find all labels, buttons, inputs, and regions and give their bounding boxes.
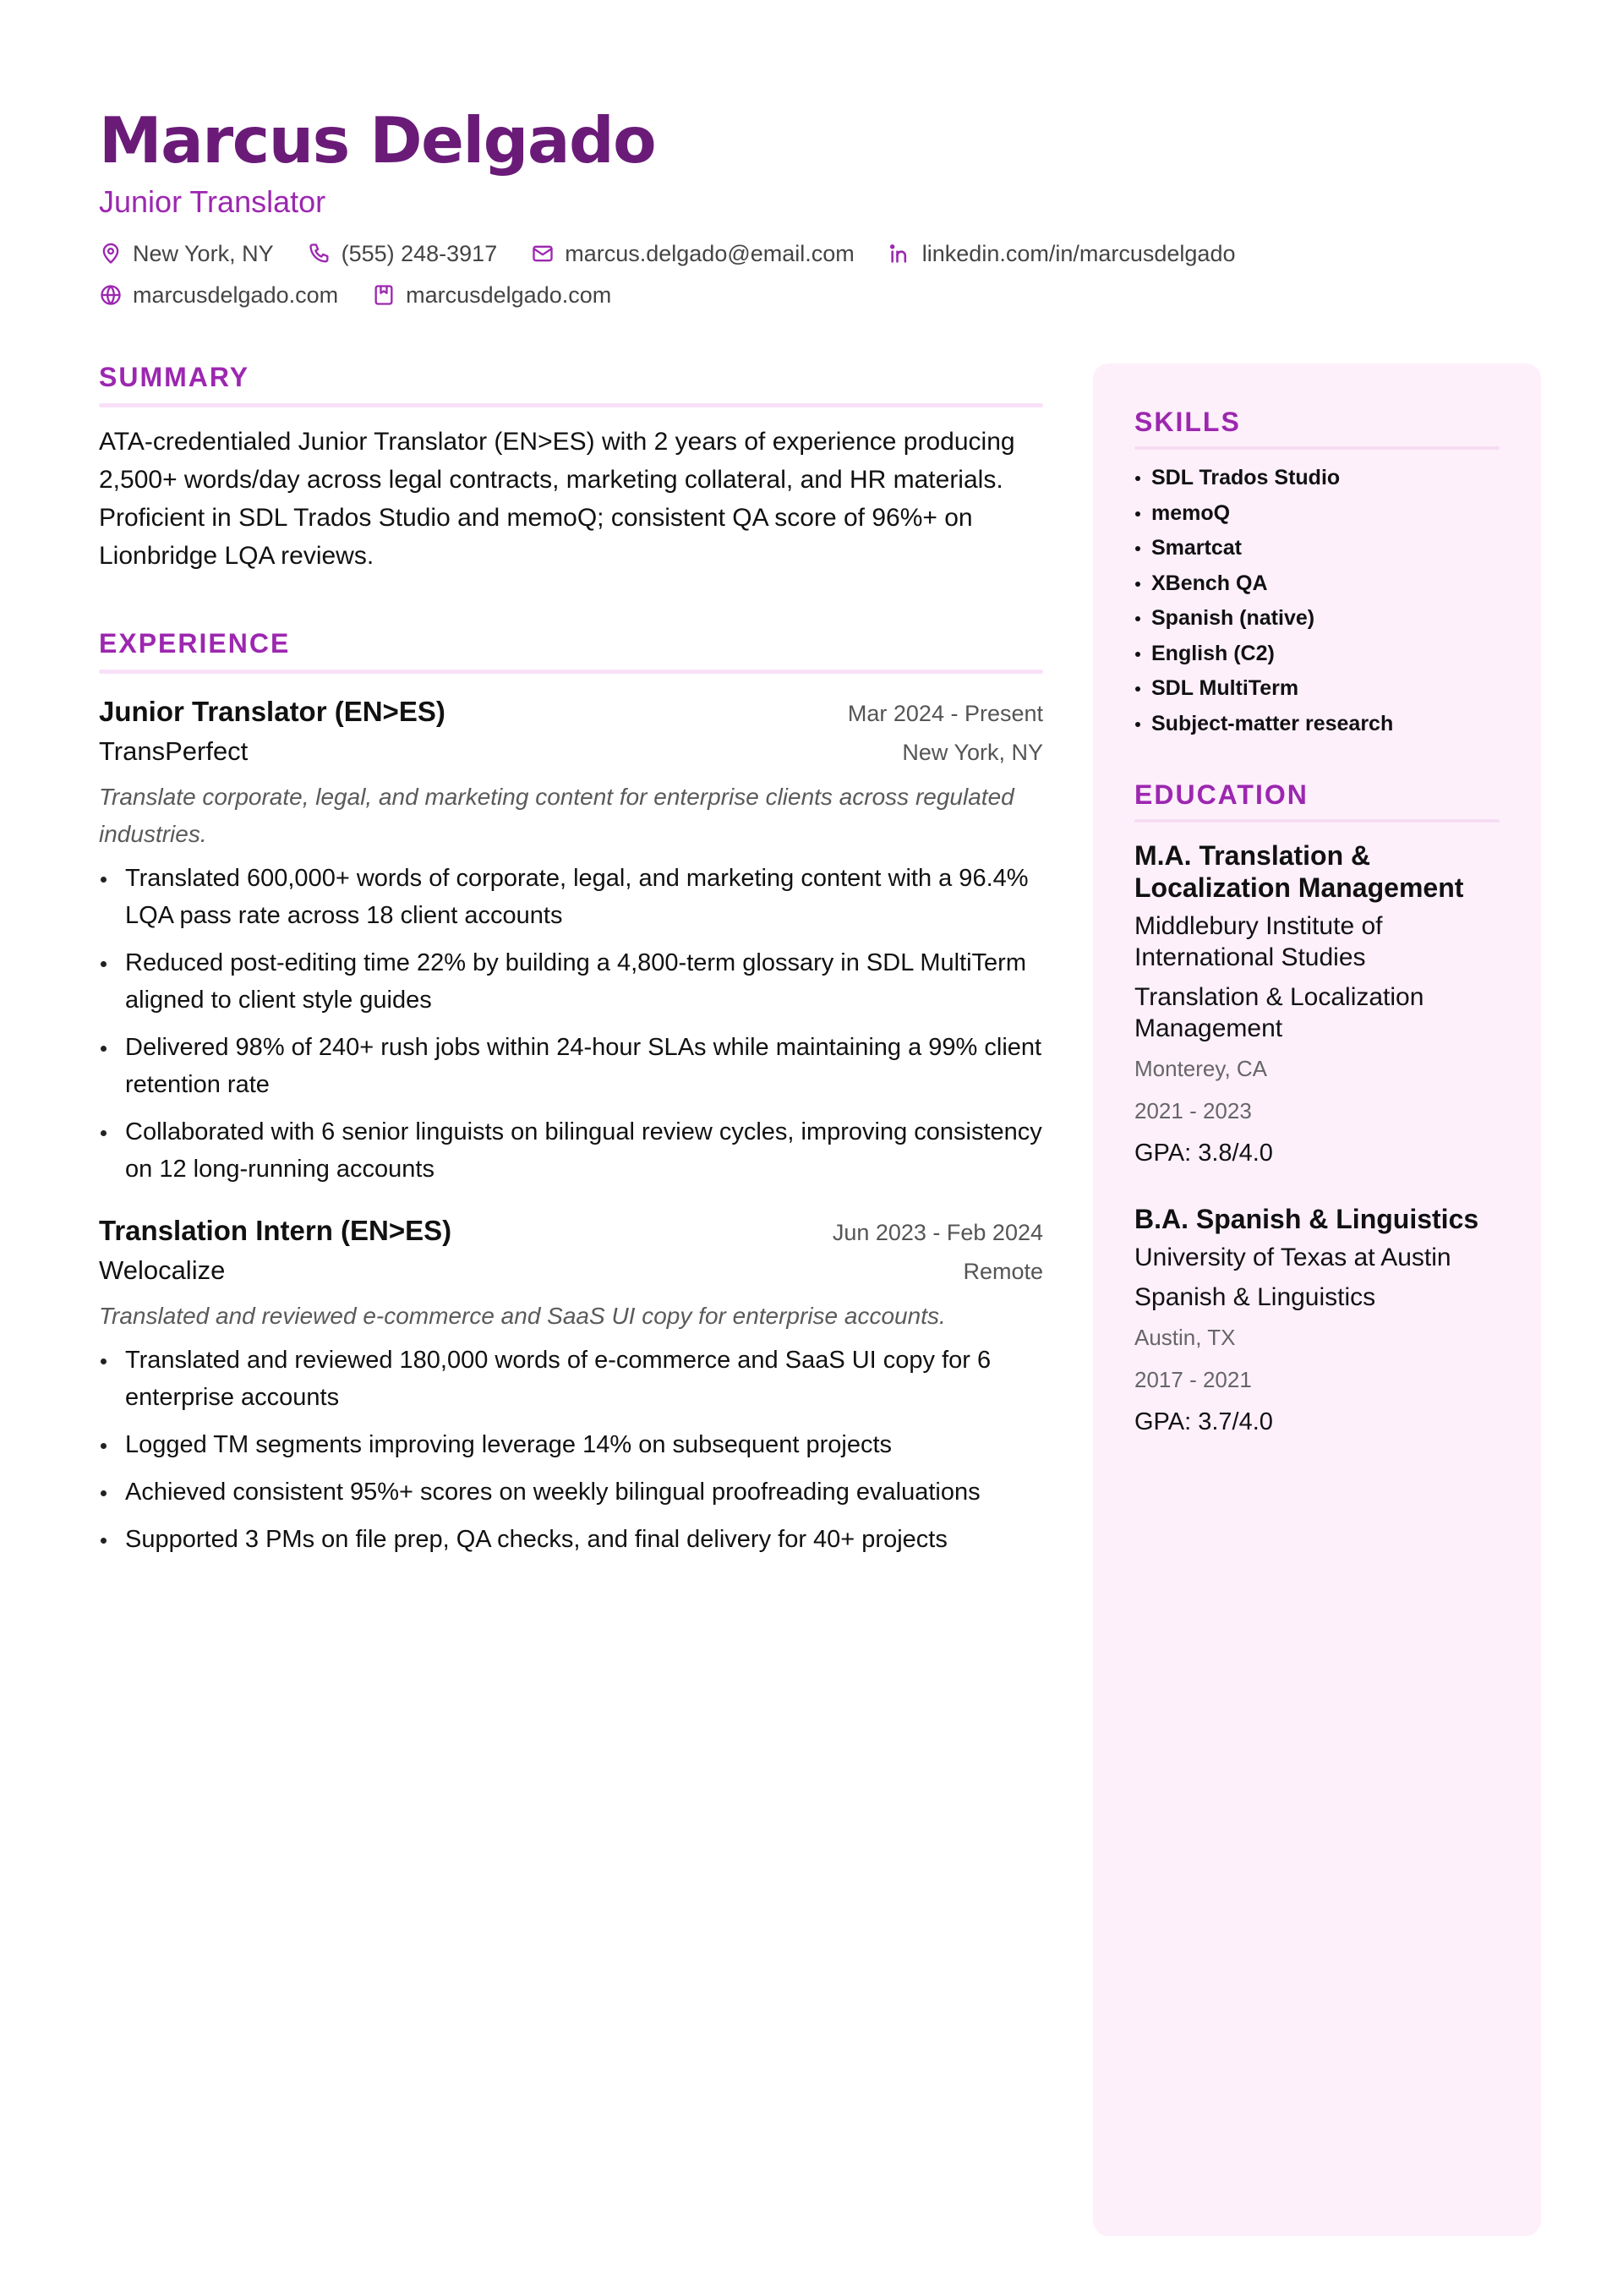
education-heading: EDUCATION bbox=[1134, 779, 1309, 810]
job-entry bbox=[99, 692, 1043, 1188]
job-header bbox=[99, 692, 1043, 731]
skill-item: Subject-matter research bbox=[1134, 711, 1500, 736]
edu-degree: M.A. Translation & Localization Management bbox=[1134, 839, 1464, 903]
linkedin-icon bbox=[888, 242, 912, 265]
job-description: Translated and reviewed e-commerce and SaaS UI copy for enterprise accounts. bbox=[99, 1303, 946, 1329]
job-subheader bbox=[99, 731, 1043, 770]
bullet-item: Delivered 98% of 240+ rush jobs within 24-hour SLAs while maintaining a 99% client retention rate bbox=[99, 1029, 1043, 1103]
education-entry bbox=[1134, 1203, 1500, 1438]
resume-header bbox=[99, 100, 1536, 320]
education-entry bbox=[1134, 839, 1500, 1169]
contact-linkedin[interactable] bbox=[888, 241, 1236, 267]
summary-section bbox=[99, 359, 1043, 575]
location-text: New York, NY bbox=[133, 240, 274, 266]
bullet-item: Translated 600,000+ words of corporate, legal, and marketing content with a 96.4% LQA pass rate across 18 client accounts bbox=[99, 860, 1043, 934]
job-location: Remote bbox=[963, 1259, 1043, 1284]
contact-phone[interactable] bbox=[308, 241, 498, 267]
section-divider bbox=[99, 670, 1043, 674]
bullet-item: Reduced post-editing time 22% by building a 4,800-term glossary in SDL MultiTerm aligned to client style guides bbox=[99, 944, 1043, 1019]
phone-text: (555) 248-3917 bbox=[341, 240, 498, 266]
bullet-item: Translated and reviewed 180,000 words of e-commerce and SaaS UI copy for 6 enterprise accounts bbox=[99, 1342, 1043, 1416]
contact-location bbox=[99, 241, 274, 267]
portfolio-text: marcusdelgado.com bbox=[406, 282, 612, 308]
skill-item: SDL MultiTerm bbox=[1134, 675, 1500, 701]
skill-item: English (C2) bbox=[1134, 641, 1500, 666]
contact-website[interactable] bbox=[99, 282, 338, 309]
main-column bbox=[99, 359, 1043, 1568]
edu-years: 2021 - 2023 bbox=[1134, 1097, 1252, 1123]
phone-icon bbox=[308, 242, 331, 265]
education-section bbox=[1134, 777, 1500, 1438]
email-text: marcus.delgado@email.com bbox=[565, 240, 855, 266]
section-divider bbox=[1134, 446, 1500, 450]
summary-heading: SUMMARY bbox=[99, 362, 250, 392]
edu-gpa: GPA: 3.8/4.0 bbox=[1134, 1139, 1273, 1167]
mail-icon bbox=[531, 242, 555, 265]
linkedin-text: linkedin.com/in/marcusdelgado bbox=[921, 240, 1236, 266]
contact-row bbox=[99, 237, 1536, 271]
skills-list bbox=[1134, 465, 1500, 736]
edu-degree: B.A. Spanish & Linguistics bbox=[1134, 1203, 1479, 1234]
job-bullets bbox=[99, 860, 1043, 1188]
job-location: New York, NY bbox=[902, 740, 1043, 765]
edu-field: Translation & Localization Management bbox=[1134, 982, 1424, 1042]
bullet-item: Collaborated with 6 senior linguists on bilingual review cycles, improving consistency on 12 long-running accounts bbox=[99, 1113, 1043, 1188]
sidebar bbox=[1093, 364, 1541, 2236]
job-company: TransPerfect bbox=[99, 736, 249, 766]
job-description: Translate corporate, legal, and marketing content for enterprise clients across regulated industries. bbox=[99, 784, 1014, 847]
edu-years: 2017 - 2021 bbox=[1134, 1366, 1252, 1392]
sidebar-content bbox=[1134, 404, 1500, 1438]
edu-location: Austin, TX bbox=[1134, 1324, 1236, 1350]
skills-heading: SKILLS bbox=[1134, 407, 1241, 437]
globe-icon bbox=[99, 283, 123, 307]
bullet-item: Supported 3 PMs on file prep, QA checks, and final delivery for 40+ projects bbox=[99, 1521, 1043, 1558]
skill-item: XBench QA bbox=[1134, 571, 1500, 596]
website-text: marcusdelgado.com bbox=[133, 282, 339, 308]
map-pin-icon bbox=[99, 242, 123, 265]
edu-school: University of Texas at Austin bbox=[1134, 1243, 1451, 1271]
candidate-name: Marcus Delgado bbox=[99, 103, 656, 178]
bullet-item: Logged TM segments improving leverage 14% on subsequent projects bbox=[99, 1426, 1043, 1463]
job-header bbox=[99, 1211, 1043, 1250]
edu-gpa: GPA: 3.7/4.0 bbox=[1134, 1408, 1273, 1435]
job-title-headline: Junior Translator bbox=[99, 184, 326, 219]
contact-email[interactable] bbox=[531, 241, 855, 267]
section-divider bbox=[1134, 819, 1500, 823]
bullet-item: Achieved consistent 95%+ scores on weekly bilingual proofreading evaluations bbox=[99, 1473, 1043, 1511]
job-company: Welocalize bbox=[99, 1255, 226, 1285]
contact-portfolio[interactable] bbox=[372, 282, 611, 309]
skill-item: memoQ bbox=[1134, 500, 1500, 526]
contact-row bbox=[99, 278, 1536, 312]
experience-section bbox=[99, 626, 1043, 1558]
edu-field: Spanish & Linguistics bbox=[1134, 1282, 1376, 1311]
contact-info bbox=[99, 237, 1536, 312]
skill-item: Smartcat bbox=[1134, 535, 1500, 560]
job-entry bbox=[99, 1211, 1043, 1558]
experience-heading: EXPERIENCE bbox=[99, 628, 291, 659]
job-bullets bbox=[99, 1342, 1043, 1558]
edu-location: Monterey, CA bbox=[1134, 1055, 1268, 1081]
job-subheader bbox=[99, 1250, 1043, 1289]
job-dates: Mar 2024 - Present bbox=[847, 701, 1043, 726]
summary-text: ATA-credentialed Junior Translator (EN>ES) with 2 years of experience producing 2,500+ words/day across legal contracts, marketing collateral, and HR materials. Proficient in SDL Trados Studio and memoQ; consistent QA score of 96%+ on Lionbridge LQA reviews. bbox=[99, 428, 1015, 570]
job-title: Junior Translator (EN>ES) bbox=[99, 696, 445, 727]
job-dates: Jun 2023 - Feb 2024 bbox=[832, 1220, 1043, 1245]
job-title: Translation Intern (EN>ES) bbox=[99, 1215, 452, 1246]
edu-school: Middlebury Institute of International Studies bbox=[1134, 911, 1383, 971]
skill-item: SDL Trados Studio bbox=[1134, 465, 1500, 490]
section-divider bbox=[99, 403, 1043, 407]
bookmark-icon bbox=[372, 283, 396, 307]
skills-section bbox=[1134, 404, 1500, 736]
skill-item: Spanish (native) bbox=[1134, 605, 1500, 631]
